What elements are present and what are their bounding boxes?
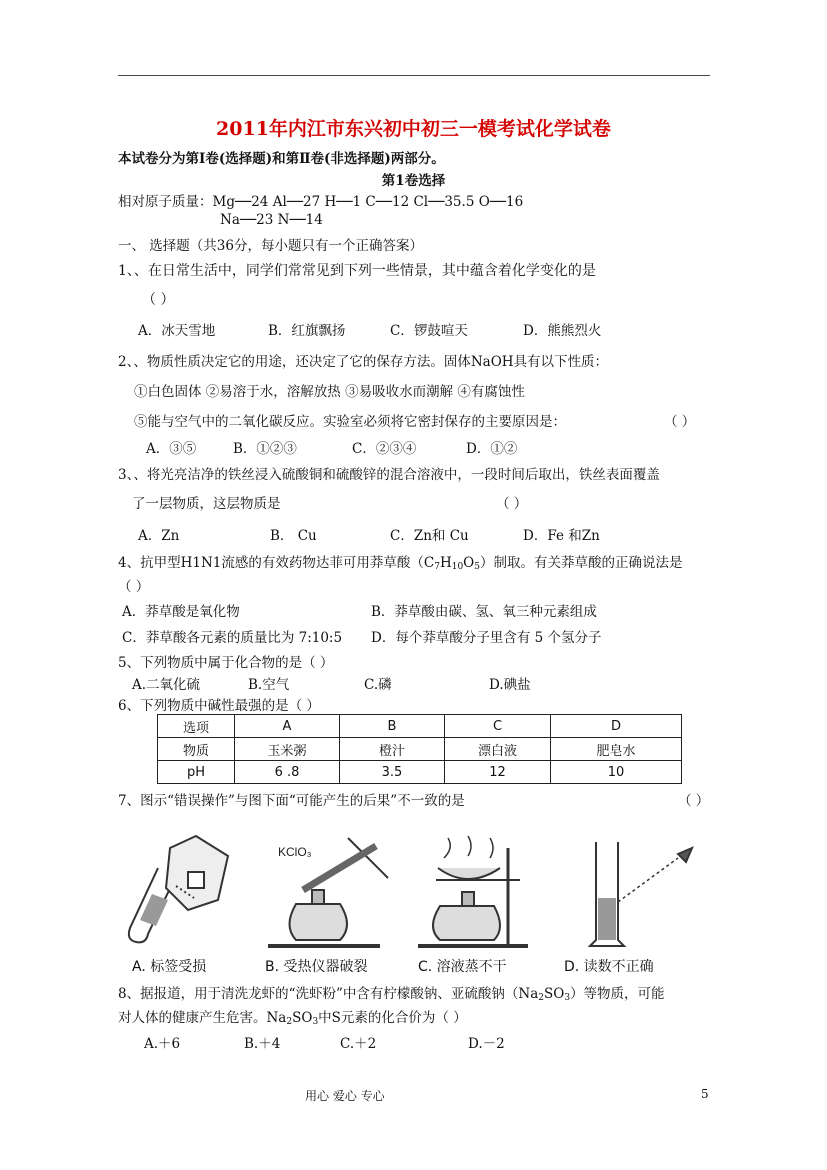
q3-option-c: C．Zn和 Cu <box>390 528 469 544</box>
q3-option-d: D．Fe 和Zn <box>523 528 600 544</box>
q8-option-a: A.＋6 <box>144 1036 181 1052</box>
q4-option-a: A．莽草酸是氧化物 <box>122 604 240 620</box>
q8-stem-2: 对人体的健康产生危害。$Na_2SO_3$中S元素的化合价为（ ） <box>118 1010 467 1027</box>
q2-option-b: B．①②③ <box>233 441 297 457</box>
figure-c-evaporating <box>418 836 528 946</box>
q3-option-a: A．Zn <box>138 528 180 544</box>
q7-caption-a: A. 标签受损 <box>132 959 207 975</box>
q2-option-d: D．①② <box>466 441 518 457</box>
q2-stem: 2、、物质性质决定它的用途，还决定了它的保存方法。固体NaOH具有以下性质： <box>118 354 609 370</box>
q6-stem: 6、下列物质中碱性最强的是（ ） <box>118 698 320 714</box>
q5-stem: 5、下列物质中属于化合物的是（ ） <box>118 655 334 671</box>
q7-bracket: （ ） <box>678 793 710 809</box>
table-row: 物质 玉米粥 橙汁 漂白液 肥皂水 <box>158 738 682 761</box>
q2-bracket: （ ） <box>664 414 696 430</box>
q3-option-b: B． Cu <box>270 528 317 544</box>
q2-option-c: C．②③④ <box>352 441 417 457</box>
q2-props-1: ①白色固体 ②易溶于水，溶解放热 ③易吸收水而潮解 ④有腐蚀性 <box>134 384 525 400</box>
ph-table <box>157 714 682 784</box>
q8-stem: 8、据报道，用于清洗龙虾的“洗虾粉”中含有柠檬酸钠、亚硫酸钠$(Na_2SO_3)$等物质，可能 <box>118 986 665 1003</box>
q1-option-a: A．冰天雪地 <box>138 323 216 339</box>
table-row: 选项 A B C D <box>158 715 682 738</box>
q8-option-c: C.＋2 <box>340 1036 377 1052</box>
q4-formula: $C_7H_{10}O_5$ <box>423 555 480 572</box>
q4-stem-a: 4、抗甲型H1N1流感的有效药物达菲可用莽草酸（ <box>118 555 424 571</box>
q4-option-d: D．每个莽草酸分子里含有 5 个氢分子 <box>371 630 602 646</box>
q5-option-b: B.空气 <box>248 677 290 693</box>
q7-caption-b: B. 受热仪器破裂 <box>265 959 368 975</box>
q2-props-2: ⑤能与空气中的二氧化碳反应。实验室必须将它密封保存的主要原因是： <box>134 414 566 430</box>
q5-option-c: C.磷 <box>364 677 392 693</box>
q7-caption-d: D. 读数不正确 <box>564 959 654 975</box>
page-number: 5 <box>701 1087 709 1101</box>
q5-option-d: D.碘盐 <box>489 677 531 693</box>
q2-option-a: A．③⑤ <box>146 441 197 457</box>
intro-text: 本试卷分为第Ⅰ卷(选择题)和第Ⅱ卷(非选择题)两部分。 <box>118 151 445 167</box>
svg-text:KClO₃: KClO₃ <box>278 845 312 859</box>
q4-option-b: B．莽草酸由碳、氢、氧三种元素组成 <box>371 604 597 620</box>
q4-stem <box>118 551 682 572</box>
atomic-masses-line2: Na──23 N──14 <box>220 212 323 228</box>
q5-option-a: A.二氧化硫 <box>132 677 201 693</box>
atomic-masses-line1: 相对原子质量：Mg──24 Al──27 H──1 C──12 Cl──35.5 O──16 <box>118 194 524 210</box>
q3-stem: 3、、将光亮洁净的铁丝浸入硫酸铜和硫酸锌的混合溶液中，一段时间后取出，铁丝表面覆盖 <box>118 467 660 483</box>
q1-option-d: D．熊熊烈火 <box>523 323 602 339</box>
figure-a-pouring <box>129 836 228 942</box>
footer-text: 用心 爱心 专心 <box>305 1089 385 1103</box>
q3-bracket: （ ） <box>496 496 528 512</box>
q4-stem-b: ）制取。有关莽草酸的正确说法是 <box>479 555 683 571</box>
q8-option-b: B.＋4 <box>244 1036 281 1052</box>
table-row: pH 6 .8 3.5 12 10 <box>158 761 682 784</box>
part-heading: 一、 选择题（共36分，每小题只有一个正确答案） <box>118 238 423 254</box>
q4-bracket: （ ） <box>118 579 150 595</box>
figure-b-heating <box>268 838 388 946</box>
q1-option-c: C．锣鼓喧天 <box>390 323 468 339</box>
page-title: 2011年内江市东兴初中初三一模考试化学试卷 <box>216 118 611 140</box>
q8-option-d: D.－2 <box>468 1036 505 1052</box>
q7-figure <box>118 828 710 976</box>
q7-caption-c: C. 溶液蒸不干 <box>418 959 507 975</box>
figure-d-reading <box>590 842 692 946</box>
q4-option-c: C．莽草酸各元素的质量比为 7:10:5 <box>122 630 343 646</box>
q7-stem: 7、图示“错误操作”与图下面“可能产生的后果”不一致的是 <box>118 793 465 809</box>
section-heading: 第1卷选择 <box>381 173 446 189</box>
header-rule <box>118 75 710 76</box>
q3-stem-2: 了一层物质，这层物质是 <box>132 496 281 512</box>
q1-option-b: B．红旗飘扬 <box>268 323 346 339</box>
q1-stem: 1、、在日常生活中，同学们常常见到下列一些情景，其中蕴含着化学变化的是 <box>118 263 596 279</box>
q1-bracket: （ ） <box>142 292 175 308</box>
